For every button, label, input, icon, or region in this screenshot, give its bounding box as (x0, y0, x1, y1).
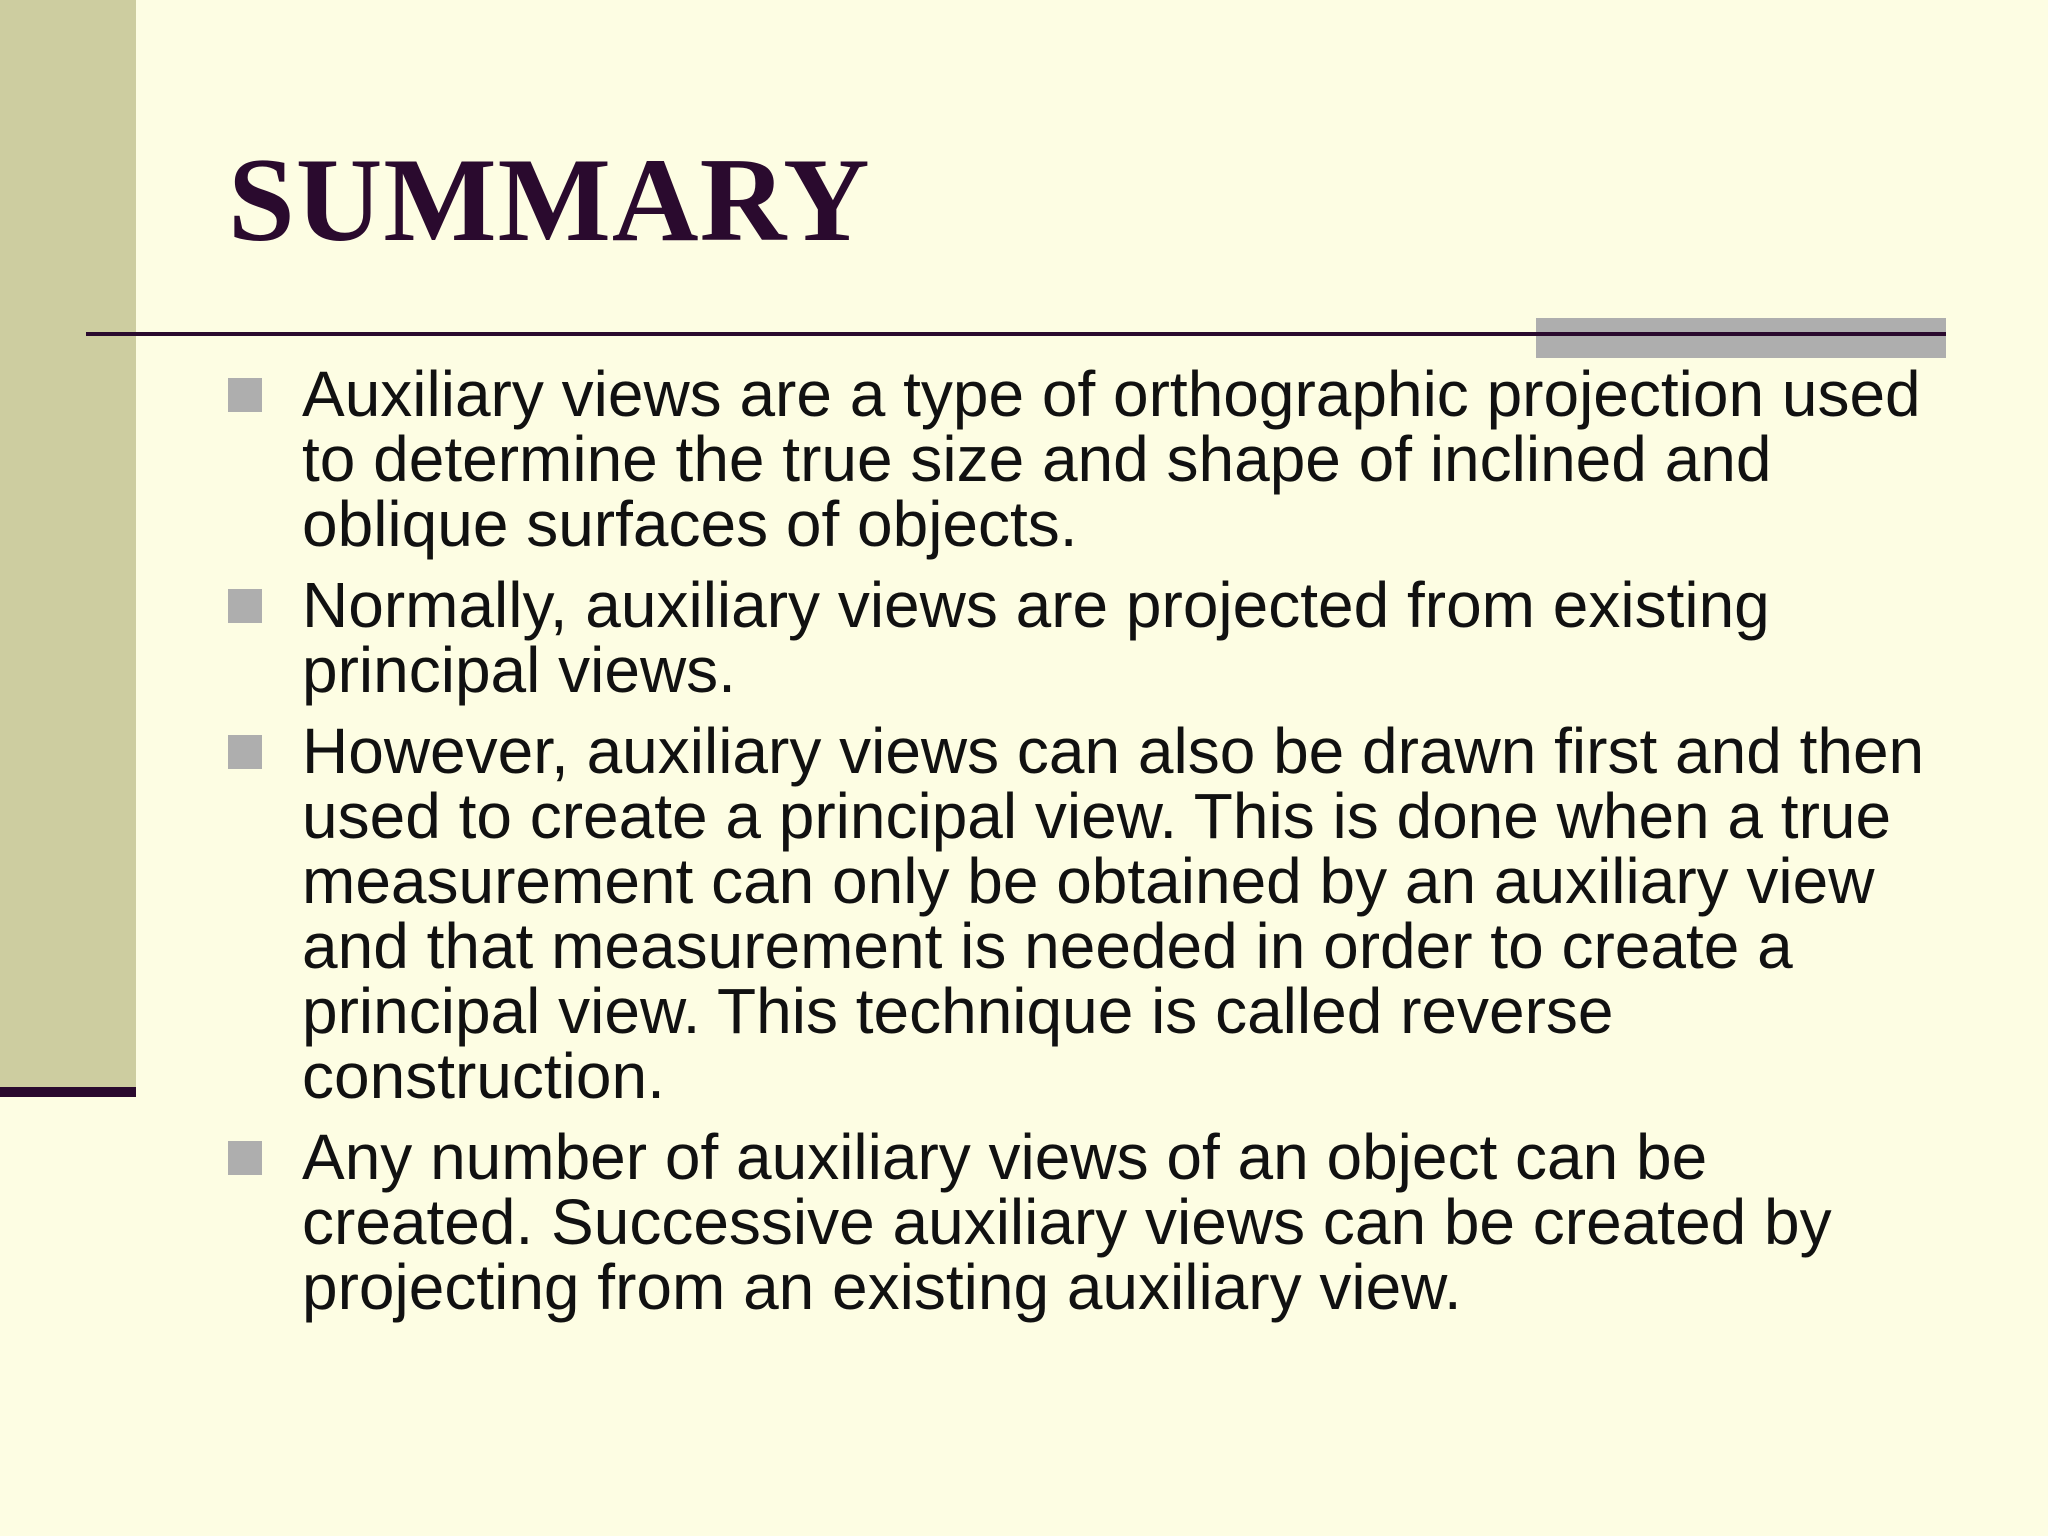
bullet-list (228, 358, 1928, 1336)
bullet-text: However, auxiliary views can also be drawn first and then used to create a principal view. This is done when a true measurement can only be obtained by an auxiliary view and that measurement is needed in order to create a principal view. This technique is called reverse construction. (302, 715, 1925, 1112)
bullet-item (228, 569, 1928, 706)
bullet-text: Any number of auxiliary views of an object can be created. Successive auxiliary views can be created by projecting from an existing auxiliary view. (302, 1121, 1832, 1323)
left-band-rule (0, 1087, 136, 1097)
bullet-item (228, 358, 1928, 560)
bullet-item (228, 715, 1928, 1112)
square-bullet-icon (228, 589, 262, 623)
square-bullet-icon (228, 1141, 262, 1175)
square-bullet-icon (228, 378, 262, 412)
bullet-text: Auxiliary views are a type of orthographic projection used to determine the true size and shape of inclined and oblique surfaces of objects. (302, 358, 1921, 560)
title-rule-accent (1536, 318, 1946, 358)
bullet-item (228, 1121, 1928, 1323)
title-rule-accent-line (1536, 332, 1946, 336)
left-decorative-band (0, 0, 136, 1087)
bullet-text: Normally, auxiliary views are projected from existing principal views. (302, 569, 1770, 706)
slide-title: SUMMARY (228, 133, 871, 266)
square-bullet-icon (228, 735, 262, 769)
